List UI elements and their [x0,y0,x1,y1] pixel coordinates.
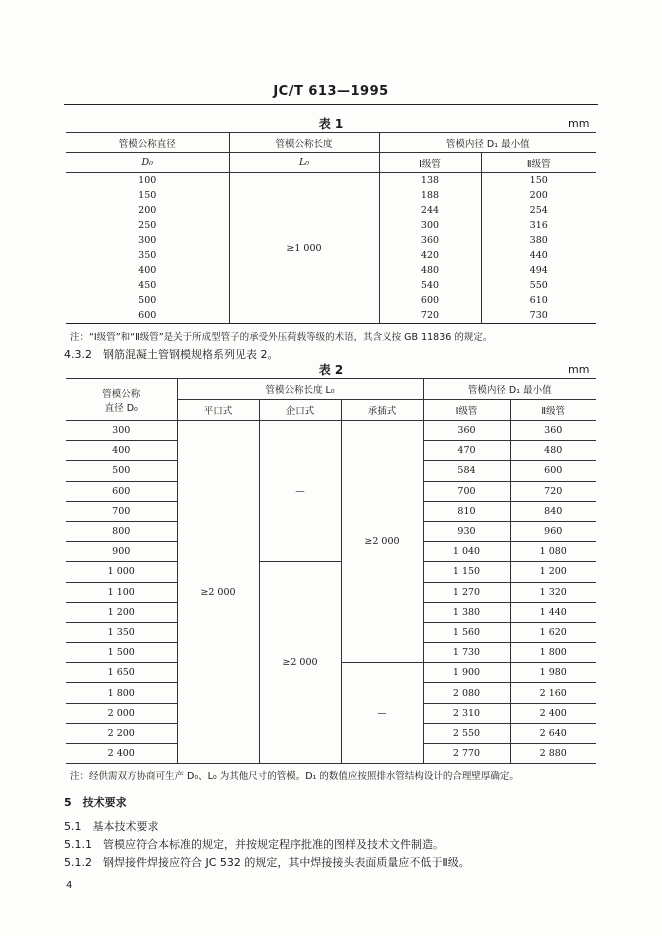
table1-cell-g1: 244 [379,203,481,218]
table1-header-grade1: Ⅰ级管 [379,153,481,173]
table2-cell-g1: 1 730 [423,643,510,663]
table2-cell-g2: 720 [510,481,596,501]
table2-cell-g1: 584 [423,461,510,481]
table2-cell-d0: 1 000 [66,562,177,582]
table2-header-length: 管模公称长度 L₀ [177,379,423,400]
table2-cell-d0: 1 650 [66,663,177,683]
table2-cell-g1: 700 [423,481,510,501]
table2-header-socket: 承插式 [341,400,423,421]
table2-cell-tongue-dash: — [259,421,341,562]
table1-cell-g1: 300 [379,218,481,233]
table1-cell-d0: 150 [66,188,229,203]
table2-cell-tongue: ≥2 000 [259,562,341,764]
table2-cell-g2: 1 620 [510,622,596,642]
table1-cell-g2: 200 [481,188,596,203]
table1-cell-g2: 150 [481,173,596,189]
table1-cell-d0: 400 [66,263,229,278]
table1-cell-g1: 188 [379,188,481,203]
table2-cell-d0: 1 800 [66,683,177,703]
table1-header-grade2: Ⅱ级管 [481,153,596,173]
table1-cell-d0: 450 [66,278,229,293]
table1-unit: mm [568,117,590,130]
table2-note: 注：经供需双方协商可生产 D₀、L₀ 为其他尺寸的管模。D₁ 的数值应按照排水管结构设计的合理壁厚确定。 [70,771,519,782]
table2-header-tongue: 企口式 [259,400,341,421]
table1-cell-g2: 730 [481,308,596,324]
section-5-1-1: 5.1.1 管模应符合本标准的规定，并按规定程序批准的图样及技术文件制造。 [64,838,444,851]
table2-cell-d0: 2 000 [66,703,177,723]
table2-cell-d0: 700 [66,501,177,521]
table2-cell-g1: 1 270 [423,582,510,602]
table1-cell-g2: 550 [481,278,596,293]
table2-cell-g2: 1 320 [510,582,596,602]
table1-cell-g1: 600 [379,293,481,308]
table2-cell-g2: 2 880 [510,744,596,764]
table2-cell-g2: 1 080 [510,542,596,562]
table2-cell-g2: 2 400 [510,703,596,723]
table1-note: 注：“Ⅰ级管”和“Ⅱ级管”是关于所成型管子的承受外压荷载等级的术语，其含义按 GB 11836 的规定。 [70,332,493,343]
table1-cell-d0: 500 [66,293,229,308]
table2-unit: mm [568,363,590,376]
table2-cell-d0: 2 200 [66,723,177,743]
table2-cell-g1: 1 040 [423,542,510,562]
table2-cell-d0: 1 350 [66,622,177,642]
table2-cell-g2: 960 [510,521,596,541]
table1-header-inner: 管模内径 D₁ 最小值 [379,133,596,153]
table1-caption: 表 1 [318,117,344,131]
header-rule [64,104,598,105]
table2-cell-g2: 600 [510,461,596,481]
table1-cell-length: ≥1 000 [229,173,379,324]
table2-cell-g2: 1 980 [510,663,596,683]
table2-cell-g2: 840 [510,501,596,521]
page-number: 4 [66,880,73,891]
table2-cell-g1: 2 770 [423,744,510,764]
section-5-1-2: 5.1.2 钢焊接件焊接应符合 JC 532 的规定，其中焊接接头表面质量应不低于Ⅱ级。 [64,856,470,869]
table2-cell-d0: 900 [66,542,177,562]
standard-code-header: JC/T 613—1995 [273,84,389,99]
table2-cell-g2: 2 160 [510,683,596,703]
table2-header-inner: 管模内径 D₁ 最小值 [423,379,596,400]
table1-cell-d0: 600 [66,308,229,324]
table1-cell-g1: 420 [379,248,481,263]
table1-cell-g2: 440 [481,248,596,263]
table1-cell-g2: 494 [481,263,596,278]
table1-cell-d0: 350 [66,248,229,263]
table1-cell-d0: 100 [66,173,229,189]
table1-cell-g2: 380 [481,233,596,248]
table1-cell-g1: 138 [379,173,481,189]
table2-cell-g2: 1 200 [510,562,596,582]
table2-cell-g1: 1 560 [423,622,510,642]
table1-cell-d0: 200 [66,203,229,218]
table1 [66,132,596,324]
table-row [66,421,596,441]
table1-cell-g1: 480 [379,263,481,278]
table1-header-dn-symbol: D₀ [66,153,229,173]
table2-cell-d0: 1 500 [66,643,177,663]
table2-cell-d0: 1 200 [66,602,177,622]
table1-header-length: 管模公称长度 [229,133,379,153]
table2-cell-g1: 1 900 [423,663,510,683]
table2-cell-d0: 500 [66,461,177,481]
table2-cell-d0: 1 100 [66,582,177,602]
table2-cell-d0: 300 [66,421,177,441]
table2-cell-d0: 2 400 [66,744,177,764]
section-5-1: 5.1 基本技术要求 [64,820,159,833]
table2-cell-g1: 1 150 [423,562,510,582]
table2-cell-g2: 2 640 [510,723,596,743]
table2-cell-g1: 2 310 [423,703,510,723]
table2-cell-g1: 930 [423,521,510,541]
table1-cell-g2: 254 [481,203,596,218]
table2-cell-g2: 360 [510,421,596,441]
table2-cell-g1: 810 [423,501,510,521]
table2-cell-g2: 480 [510,441,596,461]
table2-cell-socket-dash: — [341,663,423,764]
table1-cell-g2: 316 [481,218,596,233]
table1-cell-d0: 300 [66,233,229,248]
table2-cell-g1: 2 550 [423,723,510,743]
table2-cell-flat: ≥2 000 [177,421,259,764]
table2-cell-socket: ≥2 000 [341,421,423,663]
table2-cell-g2: 1 800 [510,643,596,663]
table2-cell-g1: 470 [423,441,510,461]
table2-header-flat: 平口式 [177,400,259,421]
section-5-heading: 5 技术要求 [64,796,127,809]
table1-cell-d0: 250 [66,218,229,233]
table2-header-grade1: Ⅰ级管 [423,400,510,421]
table2-cell-d0: 400 [66,441,177,461]
table-row [66,173,596,189]
table2-cell-d0: 600 [66,481,177,501]
table2 [66,378,596,764]
table1-cell-g1: 720 [379,308,481,324]
table1-cell-g1: 360 [379,233,481,248]
table2-caption: 表 2 [318,363,344,377]
table2-cell-g1: 1 380 [423,602,510,622]
table2-cell-g1: 360 [423,421,510,441]
table2-cell-d0: 800 [66,521,177,541]
table-row [66,562,596,582]
table2-header-grade2: Ⅱ级管 [510,400,596,421]
table2-cell-g2: 1 440 [510,602,596,622]
table1-header-dn: 管模公称直径 [66,133,229,153]
section-4-3-2: 4.3.2 钢筋混凝土管钢模规格系列见表 2。 [64,348,279,361]
table1-cell-g1: 540 [379,278,481,293]
table2-header-dn: 管模公称 直径 D₀ [66,379,177,421]
table2-cell-g1: 2 080 [423,683,510,703]
table1-header-length-symbol: L₀ [229,153,379,173]
table1-cell-g2: 610 [481,293,596,308]
